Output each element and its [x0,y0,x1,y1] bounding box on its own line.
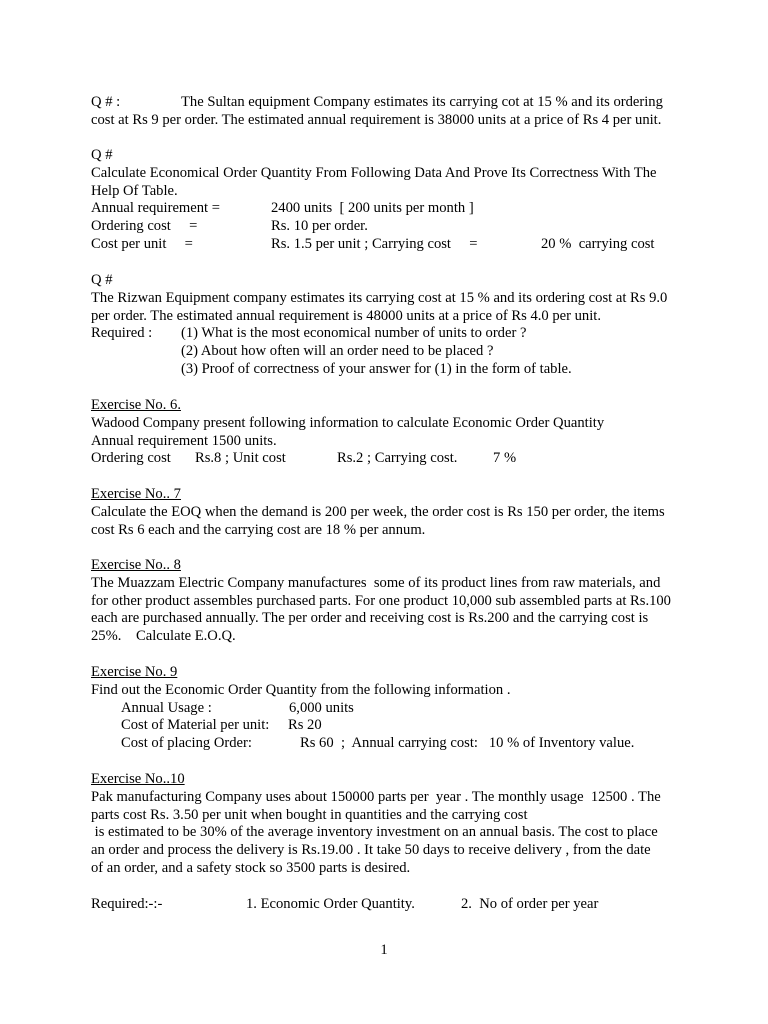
question-text: per order. The estimated annual requirement is 48000 units at a price of Rs 4.0 per unit. [91,307,601,324]
question-label: Q # [91,272,113,288]
question-3 [91,272,691,379]
data-label: Annual Usage : [121,699,212,716]
required-item: 2. No of order per year [461,896,599,912]
question-label: Q # : [91,94,121,110]
data-value: 6,000 units [289,699,354,716]
question-text: Calculate Economical Order Quantity From Following Data And Prove Its Correctness With The [91,164,657,181]
exercise-text: Wadood Company present following information to calculate Economic Order Quantity [91,414,605,431]
data-value: 7 % [493,450,517,467]
required-label: Required : [91,325,153,342]
data-label: Cost of Material per unit: [121,717,270,734]
exercise-text: Find out the Economic Order Quantity from the following information . [91,681,511,698]
exercise-text: cost Rs 6 each and the carrying cost are 18 % per annum. [91,521,426,538]
exercise-8 [91,557,691,646]
exercise-title: Exercise No.. 8 [91,557,181,573]
exercise-title: Exercise No. 9 [91,664,178,680]
question-1 [91,94,691,130]
data-value: Rs.2 ; Carrying cost. [337,450,458,467]
exercise-text: The Muazzam Electric Company manufactures some of its product lines from raw materials, and [91,574,661,591]
data-value: Rs.8 ; Unit cost [195,450,286,467]
question-2 [91,147,691,254]
required-item: (1) What is the most economical number of units to order ? [181,325,527,342]
data-value: Rs 60 ; Annual carrying cost: 10 % of Inventory value. [300,735,635,752]
exercise-text: 25%. Calculate E.O.Q. [91,628,236,645]
exercise-10-required [91,896,691,914]
page-number: 1 [380,942,388,958]
exercise-text: is estimated to be 30% of the average inventory investment on an annual basis. The cost to place [91,824,658,841]
data-value: 20 % carrying cost [541,235,655,252]
data-value: 2400 units [ 200 units per month ] [271,200,474,217]
data-label: Ordering cost = [91,218,198,235]
exercise-text: of an order, and a safety stock so 3500 parts is desired. [91,859,411,876]
exercise-title: Exercise No.. 7 [91,486,181,502]
exercise-text: each are purchased annually. The per order and receiving cost is Rs.200 and the carrying cost is [91,610,649,627]
exercise-7 [91,486,691,539]
data-label: Ordering cost [91,450,171,467]
exercise-text: parts cost Rs. 3.50 per unit when bought in quantities and the carrying cost [91,806,528,823]
question-label: Q # [91,147,113,163]
question-text: The Rizwan Equipment company estimates its carrying cost at 15 % and its ordering cost at Rs 9.0 [91,289,668,306]
question-text: Help Of Table. [91,182,178,199]
data-value: Rs. 10 per order. [271,218,368,235]
exercise-text: an order and process the delivery is Rs.19.00 . It take 50 days to receive delivery , from the date [91,842,651,859]
exercise-title: Exercise No..10 [91,771,185,787]
required-label: Required:-:- [91,896,163,912]
data-value: Rs. 1.5 per unit ; Carrying cost = [271,235,478,252]
question-text: The Sultan equipment Company estimates its carrying cot at 15 % and its ordering [181,94,663,110]
exercise-text: Annual requirement 1500 units. [91,432,277,449]
data-value: Rs 20 [288,717,322,734]
exercise-9 [91,664,691,753]
required-item: (3) Proof of correctness of your answer for (1) in the form of table. [181,360,572,377]
required-item: (2) About how often will an order need to be placed ? [181,343,494,360]
data-label: Annual requirement = [91,200,220,217]
required-item: 1. Economic Order Quantity. [246,896,415,912]
exercise-text: Calculate the EOQ when the demand is 200 per week, the order cost is Rs 150 per order, the items [91,503,665,520]
question-text: cost at Rs 9 per order. The estimated annual requirement is 38000 units at a price of Rs 4 per unit. [91,111,662,128]
exercise-10 [91,771,691,878]
exercise-title: Exercise No. 6. [91,397,181,413]
data-label: Cost per unit = [91,235,193,252]
exercise-text: Pak manufacturing Company uses about 150000 parts per year . The monthly usage 12500 . The [91,788,661,805]
exercise-6 [91,397,691,468]
data-label: Cost of placing Order: [121,735,252,752]
exercise-text: for other product assembles purchased parts. For one product 10,000 sub assembled parts at Rs.100 [91,592,671,609]
